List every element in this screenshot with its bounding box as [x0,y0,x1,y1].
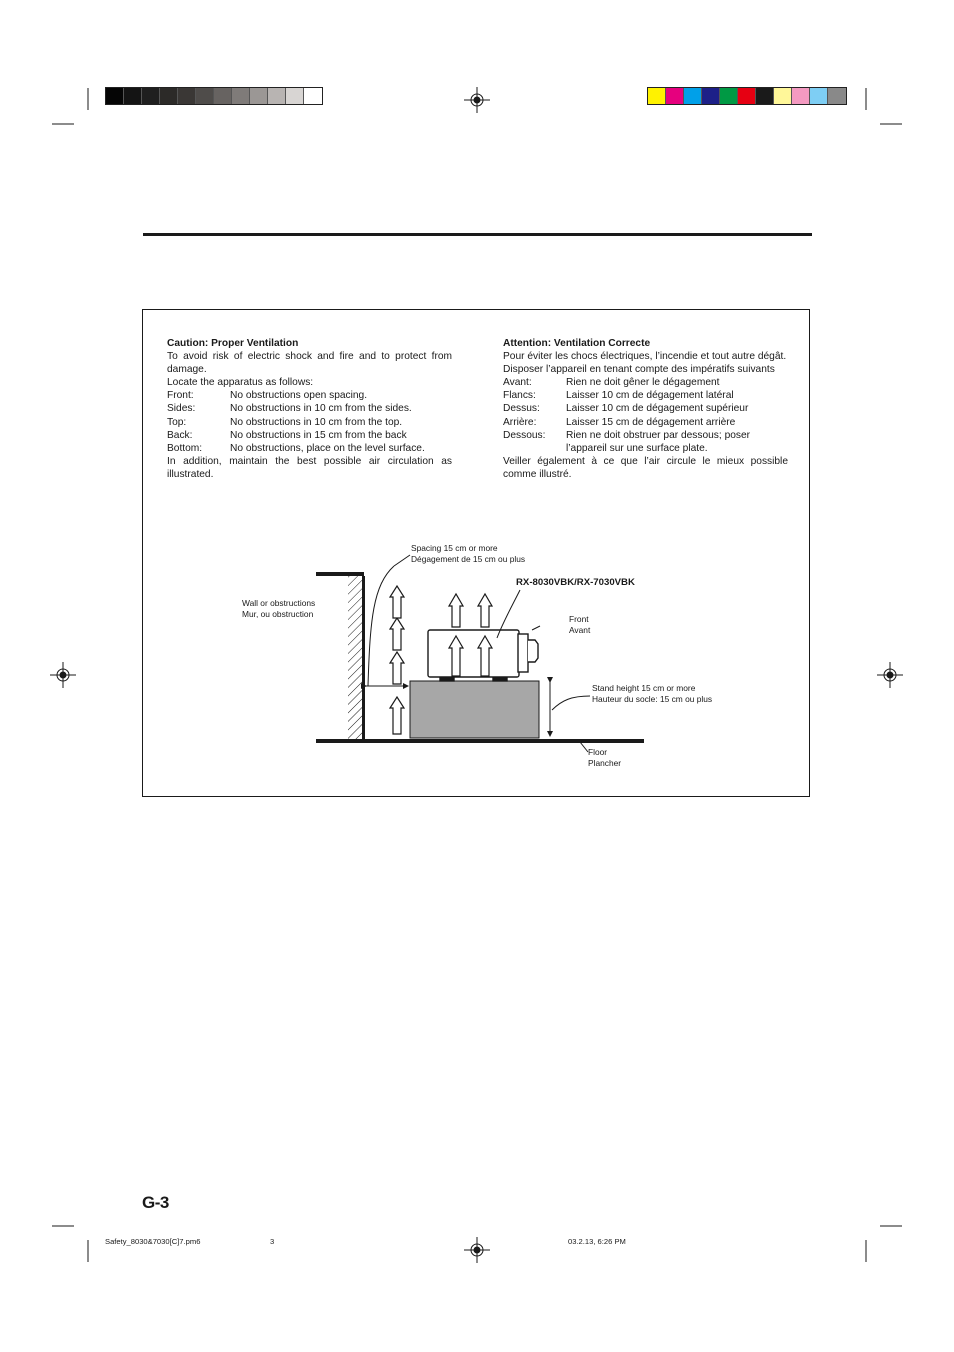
stand-height-label: Stand height 15 cm or more Hauteur du socle: 15 cm ou plus [592,683,713,704]
english-locate: Locate the apparatus as follows: [167,377,314,389]
stand-shelf [410,681,539,738]
footer-page: 3 [270,1237,275,1246]
english-closing: In addition, maintain the best possible air circulation as illustrated. [167,455,452,480]
spacing-leader-line [368,566,394,686]
airflow-arrow-icon [478,594,492,627]
french-item-key: Dessus: [503,403,540,415]
french-item-key: Arrière: [503,416,537,428]
english-item-key: Front: [167,390,194,402]
english-item-value: No obstructions open spacing. [230,390,368,402]
french-item-value: Rien ne doit obstruer par dessous; poser l’appareil sur une surface plate. [566,429,751,454]
english-intro: To avoid risk of electric shock and fire and to protect from damage. [167,351,452,376]
footer-filename: Safety_8030&7030[C]7.pm6 [105,1237,201,1246]
french-item-key: Flancs: [503,390,536,402]
english-item-value: No obstructions in 10 cm from the top. [230,416,403,428]
floor-line [316,739,644,743]
english-item-key: Back: [167,429,193,441]
english-item-value: No obstructions in 15 cm from the back [230,429,407,441]
airflow-arrow-icon [390,586,404,618]
page-number: G-3 [142,1193,169,1212]
french-item-value: Laisser 15 cm de dégagement arrière [566,416,736,428]
french-locate: Disposer l’appareil en tenant compte des impératifs suivants [503,364,775,376]
floor-label: Floor Plancher [588,747,622,768]
english-heading: Caution: Proper Ventilation [167,338,299,349]
front-label: Front Avant [569,614,591,635]
airflow-arrow-icon [390,618,404,650]
english-item-key: Top: [167,416,187,428]
french-intro: Pour éviter les chocs électriques, l’incendie et tout autre dégât. [503,351,787,363]
english-item-key: Sides: [167,403,196,415]
french-item-key: Dessous: [503,429,546,441]
french-closing: Veiller également à ce que l’air circule le mieux possible comme illustré. [503,455,788,480]
english-item-value: No obstructions in 10 cm from the sides. [230,403,412,415]
french-item-value: Laisser 10 cm de dégagement latéral [566,390,734,402]
airflow-arrow-icon [390,652,404,684]
footer-timestamp: 03.2.13, 6:26 PM [568,1237,626,1246]
french-heading: Attention: Ventilation Correcte [503,338,651,349]
airflow-arrow-icon [390,697,404,734]
french-item-value: Rien ne doit gêner le dégagement [566,377,720,389]
spacing-label: Spacing 15 cm or more Dégagement de 15 cm ou plus [411,543,526,564]
model-label: RX-8030VBK/RX-7030VBK [516,577,635,588]
french-item-key: Avant: [503,377,532,389]
french-item-value: Laisser 10 cm de dégagement supérieur [566,403,749,415]
wall-label: Wall or obstructions Mur, ou obstruction [242,598,316,619]
airflow-arrow-icon [449,594,463,627]
english-item-key: Bottom: [167,442,203,454]
english-item-value: No obstructions, place on the level surface. [230,442,425,454]
wall-obstruction [316,572,365,742]
